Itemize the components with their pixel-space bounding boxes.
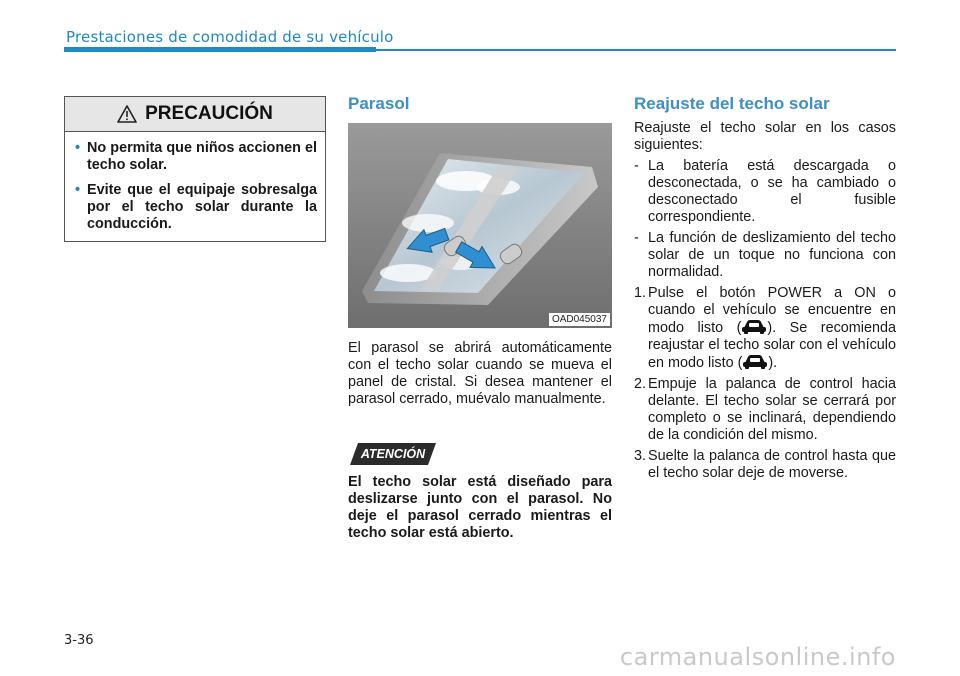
ready-mode-car-icon	[741, 319, 767, 335]
reset-intro: Reajuste el techo solar en los casos siguientes:	[634, 120, 896, 153]
header-rule	[376, 49, 896, 51]
bullet-icon: •	[75, 182, 81, 198]
sunroof-illustration	[348, 123, 612, 328]
caution-item: • Evite que el equipaje sobresalga por el techo solar durante la conducción.	[75, 182, 317, 232]
section-header-title: Prestaciones de comodidad de su vehículo	[66, 28, 394, 46]
parasol-title: Parasol	[348, 94, 410, 113]
image-reference-label: OAD045037	[549, 313, 610, 326]
reset-step: 2. Empuje la palanca de control hacia delante. El techo solar se cerrará por completo o se inclinará, dependiendo de la condición del mismo.	[634, 376, 896, 443]
bullet-icon: •	[75, 140, 81, 156]
reset-step: 3. Suelte la palanca de control hasta que el techo solar deje de moverse.	[634, 448, 896, 481]
caution-title: PRECAUCIÓN	[145, 103, 273, 124]
reset-title: Reajuste del techo solar	[634, 94, 830, 113]
sunroof-photo	[348, 123, 612, 328]
attention-text: El techo solar está diseñado para deslizarse junto con el parasol. No deje el parasol cerrado mientras el techo solar está abierto.	[348, 474, 612, 541]
caution-box	[64, 96, 326, 242]
attention-label: ATENCIÓN	[360, 447, 426, 461]
page-number: 3-36	[64, 633, 94, 648]
reset-case: - La batería está descargada o desconectada, o se ha cambiado o desconectado el fusible correspondiente.	[634, 158, 896, 225]
caution-item: • No permita que niños accionen el techo solar.	[75, 140, 317, 173]
ready-mode-car-icon	[742, 354, 768, 370]
reset-content	[634, 120, 896, 486]
caution-header	[65, 97, 325, 132]
caution-list	[65, 132, 325, 233]
header-accent-bar	[64, 47, 376, 52]
warning-icon	[117, 105, 137, 123]
attention-badge	[350, 443, 436, 465]
reset-step: 1. Pulse el botón POWER a ON o cuando el vehículo se encuentre en modo listo ( ). Se recomienda reajustar el techo solar con el vehículo en modo listo ( ).	[634, 285, 896, 371]
watermark: carmanualsonline.info	[619, 643, 896, 671]
reset-case: - La función de deslizamiento del techo solar de un toque no funciona con normalidad.	[634, 230, 896, 280]
parasol-paragraph: El parasol se abrirá automáticamente con el techo solar cuando se mueva el panel de cristal. Si desea mantener el parasol cerrado, muévalo manualmente.	[348, 340, 612, 407]
